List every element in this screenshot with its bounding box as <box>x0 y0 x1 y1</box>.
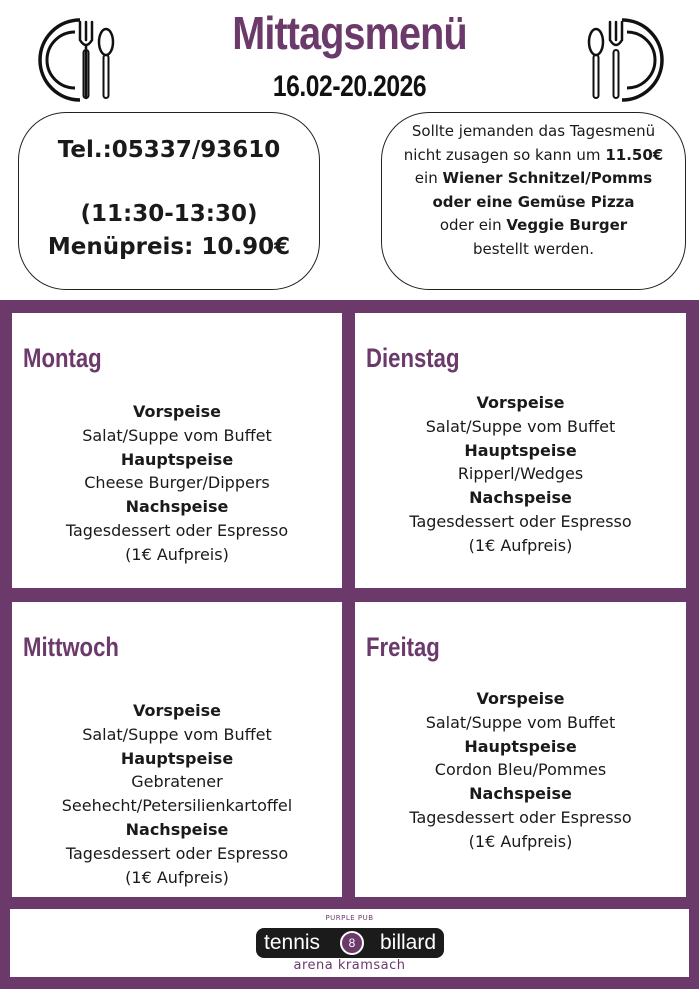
course-label: Hauptspeise <box>464 736 577 756</box>
footer-logo-area <box>10 909 689 977</box>
course-label: Hauptspeise <box>120 748 234 768</box>
alt-line <box>382 167 685 191</box>
menu-header <box>0 0 699 300</box>
course-label: Nachspeise <box>125 497 229 517</box>
alt-text: ein <box>414 169 443 187</box>
day-menu <box>355 391 686 558</box>
pub-label: PURPLE PUB <box>325 914 374 922</box>
spoon-fork-plate-icon <box>580 10 680 106</box>
course-dish: Cheese Burger/Dippers <box>84 473 270 493</box>
course-dish: Tagesdessert oder Espresso <box>409 511 632 531</box>
alternative-options-box <box>381 112 686 290</box>
day-title: Dienstag <box>366 343 460 373</box>
course-label: Hauptspeise <box>120 449 234 469</box>
day-title: Montag <box>23 343 102 373</box>
logo-text-tennis: tennis <box>264 931 321 954</box>
course-surcharge: (1€ Aufpreis) <box>468 831 573 851</box>
day-title: Mittwoch <box>23 632 119 662</box>
day-menu <box>355 687 686 854</box>
billiard-ball-icon: 8 <box>340 931 364 955</box>
day-title: Freitag <box>366 632 440 662</box>
course-dish: Tagesdessert oder Espresso <box>65 520 289 540</box>
alt-dish: oder eine Gemüse Pizza <box>432 192 635 211</box>
day-card-dienstag <box>355 313 686 588</box>
page-title: Mittagsmenü <box>232 7 467 59</box>
course-dish: Salat/Suppe vom Buffet <box>82 425 272 445</box>
course-dish: Salat/Suppe vom Buffet <box>425 416 616 436</box>
alt-text: oder ein <box>439 216 507 234</box>
day-menu <box>12 699 342 889</box>
alt-price: 11.50€ <box>605 145 664 164</box>
day-card-mittwoch <box>12 602 342 897</box>
opening-time: (11:30-13:30) <box>80 201 258 227</box>
day-menu <box>12 400 342 567</box>
course-dish: Gebratener <box>131 772 223 792</box>
alt-line <box>382 191 685 215</box>
course-label: Vorspeise <box>132 402 222 421</box>
course-surcharge: (1€ Aufpreis) <box>125 544 229 564</box>
course-label: Nachspeise <box>469 488 572 508</box>
phone-number: Tel.:05337/93610 <box>57 137 281 163</box>
course-label: Nachspeise <box>469 784 572 804</box>
tennis-billard-logo <box>256 928 444 958</box>
course-dish: Tagesdessert oder Espresso <box>65 843 289 863</box>
alt-dish: Wiener Schnitzel/Pomms <box>442 169 653 187</box>
course-label: Hauptspeise <box>464 440 577 460</box>
day-card-montag <box>12 313 342 588</box>
week-dates: 16.02-20.2026 <box>272 70 427 103</box>
contact-price-box <box>18 112 320 290</box>
course-dish: Ripperl/Wedges <box>457 464 584 484</box>
course-label: Nachspeise <box>125 819 229 839</box>
course-dish: Salat/Suppe vom Buffet <box>82 724 272 744</box>
alt-line <box>382 214 685 238</box>
alt-dish: Veggie Burger <box>506 216 628 234</box>
course-dish: Salat/Suppe vom Buffet <box>425 712 616 732</box>
course-dish: Cordon Bleu/Pommes <box>434 760 607 780</box>
course-surcharge: (1€ Aufpreis) <box>125 867 229 887</box>
alt-line <box>382 144 685 168</box>
course-label: Vorspeise <box>476 393 565 412</box>
alt-text: nicht zusagen so kann um <box>403 145 606 164</box>
arena-label: arena kramsach <box>293 958 406 973</box>
alt-line: bestellt werden. <box>472 239 595 258</box>
course-dish: Seehecht/Petersilienkartoffel <box>61 796 293 816</box>
logo-text-billard: billard <box>379 931 436 954</box>
course-surcharge: (1€ Aufpreis) <box>468 535 573 555</box>
course-dish: Tagesdessert oder Espresso <box>409 807 632 827</box>
course-label: Vorspeise <box>132 701 222 720</box>
alt-line: Sollte jemanden das Tagesmenü <box>411 122 656 140</box>
course-label: Vorspeise <box>476 689 565 708</box>
day-card-freitag <box>355 602 686 897</box>
menu-price: Menüpreis: 10.90€ <box>47 234 291 260</box>
